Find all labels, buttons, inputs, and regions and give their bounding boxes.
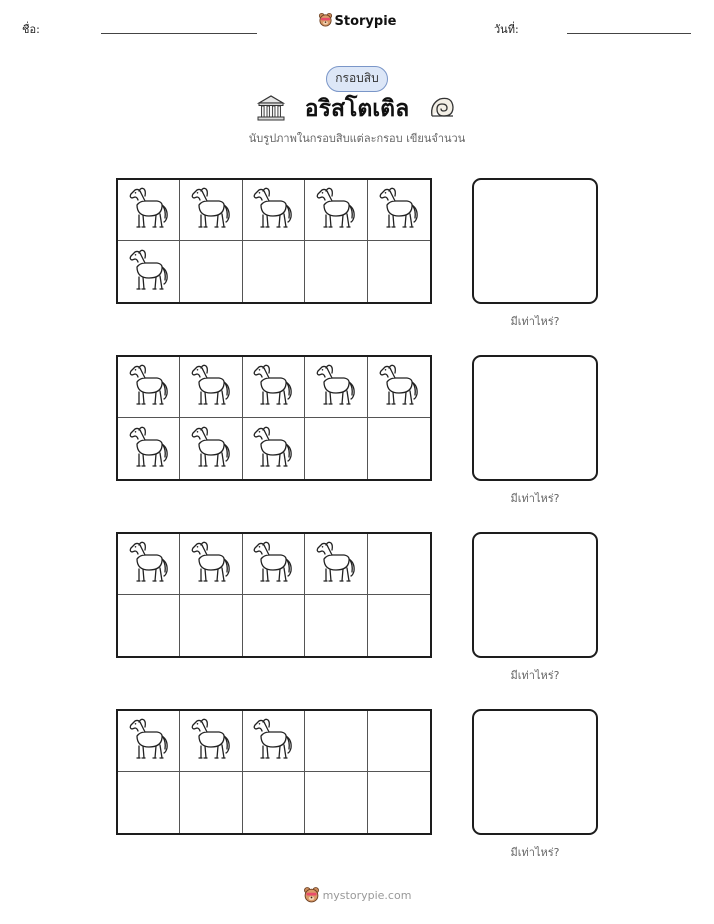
ten-frame-cell xyxy=(180,418,242,479)
date-line[interactable] xyxy=(567,33,691,34)
horse-icon xyxy=(127,247,171,297)
ten-frame xyxy=(116,709,432,835)
horse-icon xyxy=(189,424,233,474)
horse-icon xyxy=(189,716,233,766)
ten-frame-cell xyxy=(180,534,242,595)
ten-frame-cell xyxy=(180,711,242,772)
answer-prompt: มีเท่าไหร่? xyxy=(510,315,560,328)
horse-icon xyxy=(377,185,421,235)
bear-mascot-icon xyxy=(303,886,320,906)
answer-box[interactable] xyxy=(472,709,598,835)
horse-icon xyxy=(251,424,295,474)
ten-frame-cell xyxy=(118,595,180,656)
ten-frame-cell xyxy=(118,180,180,241)
horse-icon xyxy=(314,362,358,412)
ten-frame-cell xyxy=(305,180,367,241)
horse-icon xyxy=(314,185,358,235)
ten-frame xyxy=(116,355,432,481)
ten-frame-cell xyxy=(118,241,180,302)
footer xyxy=(0,886,714,906)
ten-frame-cell xyxy=(118,534,180,595)
answer-box[interactable] xyxy=(472,178,598,304)
ten-frame-cell xyxy=(305,772,367,833)
horse-icon xyxy=(251,362,295,412)
ten-frame-cell xyxy=(368,711,430,772)
brand-logo xyxy=(0,12,714,31)
ten-frame-cell xyxy=(243,772,305,833)
ten-frame-cell xyxy=(243,180,305,241)
date-label: วันที่: xyxy=(494,23,519,36)
horse-icon xyxy=(127,185,171,235)
ten-frame-cell xyxy=(180,180,242,241)
answer-box[interactable] xyxy=(472,532,598,658)
ten-frame-cell xyxy=(368,595,430,656)
horse-icon xyxy=(189,539,233,589)
ten-frame-cell xyxy=(180,595,242,656)
ten-frame-cell xyxy=(368,241,430,302)
ten-frame-cell xyxy=(305,595,367,656)
answer-box[interactable] xyxy=(472,355,598,481)
ten-frame-cell xyxy=(243,711,305,772)
name-label: ชื่อ: xyxy=(22,23,40,36)
ten-frame-cell xyxy=(118,418,180,479)
page-title: อริสโตเติล xyxy=(304,96,410,122)
ten-frame-cell xyxy=(243,534,305,595)
title-row xyxy=(0,93,714,125)
ten-frame-cell xyxy=(118,357,180,418)
footer-site: mystorypie.com xyxy=(322,889,412,902)
ten-frame-cell xyxy=(368,357,430,418)
ten-frame-cell xyxy=(243,418,305,479)
ten-frame-cell xyxy=(243,241,305,302)
horse-icon xyxy=(314,539,358,589)
horse-icon xyxy=(251,716,295,766)
ten-frame-cell xyxy=(118,711,180,772)
worksheet-type-badge: กรอบสิบ xyxy=(326,66,388,92)
horse-icon xyxy=(189,362,233,412)
ten-frame-cell xyxy=(118,772,180,833)
horse-icon xyxy=(127,362,171,412)
answer-prompt: มีเท่าไหร่? xyxy=(510,492,560,505)
ten-frame-cell xyxy=(368,772,430,833)
spiral-shell-icon xyxy=(428,94,456,126)
answer-prompt: มีเท่าไหร่? xyxy=(510,669,560,682)
ten-frame-cell xyxy=(180,357,242,418)
ten-frame-cell xyxy=(305,711,367,772)
ten-frame-cell xyxy=(368,418,430,479)
horse-icon xyxy=(127,539,171,589)
ten-frame-cell xyxy=(305,357,367,418)
ten-frame-cell xyxy=(180,241,242,302)
ten-frame xyxy=(116,178,432,304)
ten-frame-cell xyxy=(243,595,305,656)
ten-frame-cell xyxy=(368,534,430,595)
ten-frame-cell xyxy=(305,534,367,595)
horse-icon xyxy=(377,362,421,412)
ten-frame-cell xyxy=(243,357,305,418)
ten-frame-cell xyxy=(305,418,367,479)
name-line[interactable] xyxy=(101,33,257,34)
ten-frame xyxy=(116,532,432,658)
horse-icon xyxy=(251,539,295,589)
horse-icon xyxy=(127,424,171,474)
horse-icon xyxy=(251,185,295,235)
horse-icon xyxy=(189,185,233,235)
instructions: นับรูปภาพในกรอบสิบแต่ละกรอบ เขียนจำนวน xyxy=(248,132,466,145)
ten-frame-cell xyxy=(180,772,242,833)
brand-name: Storypie xyxy=(334,14,397,29)
bear-mascot-icon xyxy=(318,12,333,31)
ten-frame-cell xyxy=(305,241,367,302)
ten-frame-cell xyxy=(368,180,430,241)
answer-prompt: มีเท่าไหร่? xyxy=(510,846,560,859)
horse-icon xyxy=(127,716,171,766)
